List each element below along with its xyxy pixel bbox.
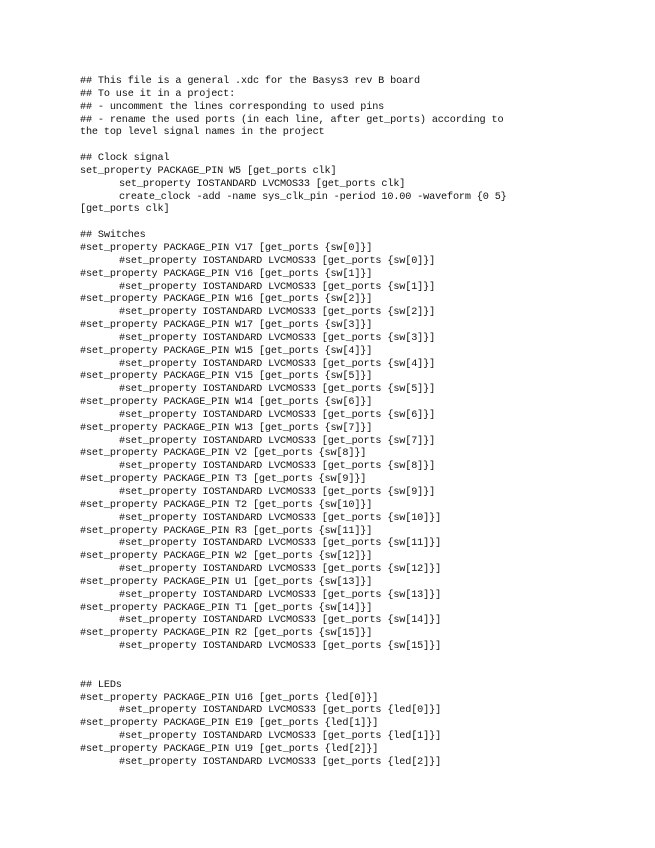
code-line: #set_property IOSTANDARD LVCMOS33 [get_ports {sw[14]}] [119,615,442,627]
code-line: #set_property IOSTANDARD LVCMOS33 [get_ports {led[1]}] [119,731,442,743]
blank-line [80,667,650,680]
code-line: #set_property PACKAGE_PIN E19 [get_ports {led[1]}] [80,718,379,730]
code-line: #set_property PACKAGE_PIN R2 [get_ports {sw[15]}] [80,628,373,640]
code-line: set_property PACKAGE_PIN W5 [get_ports clk] [80,165,337,177]
code-line: #set_property IOSTANDARD LVCMOS33 [get_ports {led[2]}] [119,756,442,768]
blank-line [80,217,650,230]
code-line: #set_property PACKAGE_PIN W16 [get_ports {sw[2]}] [80,294,373,306]
code-line: #set_property PACKAGE_PIN W13 [get_ports {sw[7]}] [80,422,373,434]
code-line: #set_property IOSTANDARD LVCMOS33 [get_ports {sw[2]}] [119,307,436,319]
comment-line: ## This file is a general .xdc for the Basys3 rev B board [80,76,420,87]
blank-line [80,654,650,667]
code-line: #set_property PACKAGE_PIN V2 [get_ports {sw[8]}] [80,448,367,460]
code-line: #set_property PACKAGE_PIN W17 [get_ports {sw[3]}] [80,320,373,332]
code-line: #set_property PACKAGE_PIN W2 [get_ports {sw[12]}] [80,551,373,563]
code-line: #set_property IOSTANDARD LVCMOS33 [get_ports {sw[6]}] [119,409,436,421]
comment-line: ## - uncomment the lines corresponding to used pins [80,101,385,113]
code-line: #set_property IOSTANDARD LVCMOS33 [get_ports {sw[0]}] [119,255,436,267]
code-line: [get_ports clk] [80,204,170,216]
code-line: #set_property PACKAGE_PIN T1 [get_ports {sw[14]}] [80,602,373,614]
code-line: #set_property IOSTANDARD LVCMOS33 [get_ports {sw[13]}] [119,589,442,601]
code-line: create_clock -add -name sys_clk_pin -period 10.00 -waveform {0 5} [119,191,507,203]
code-line: #set_property IOSTANDARD LVCMOS33 [get_ports {sw[3]}] [119,332,436,344]
code-line: #set_property PACKAGE_PIN V16 [get_ports {sw[1]}] [80,268,373,280]
code-line: #set_property PACKAGE_PIN V17 [get_ports {sw[0]}] [80,242,373,254]
code-line: #set_property IOSTANDARD LVCMOS33 [get_ports {led[0]}] [119,705,442,717]
code-line: #set_property IOSTANDARD LVCMOS33 [get_ports {sw[8]}] [119,461,436,473]
code-line: #set_property IOSTANDARD LVCMOS33 [get_ports {sw[7]}] [119,435,436,447]
code-line: #set_property IOSTANDARD LVCMOS33 [get_ports {sw[9]}] [119,487,436,498]
code-line: #set_property IOSTANDARD LVCMOS33 [get_ports {sw[11]}] [119,538,442,550]
code-line: #set_property PACKAGE_PIN W14 [get_ports {sw[6]}] [80,397,373,409]
code-line: #set_property IOSTANDARD LVCMOS33 [get_ports {sw[10]}] [119,512,442,524]
code-line: #set_property PACKAGE_PIN U19 [get_ports {led[2]}] [80,743,379,755]
code-line: #set_property PACKAGE_PIN U1 [get_ports {sw[13]}] [80,576,373,588]
code-line: #set_property PACKAGE_PIN V15 [get_ports {sw[5]}] [80,371,373,383]
comment-line: ## LEDs [80,679,122,691]
comment-line: ## Clock signal [80,153,170,165]
code-line: #set_property PACKAGE_PIN W15 [get_ports {sw[4]}] [80,345,373,357]
constraints-document [80,76,650,770]
code-line: #set_property PACKAGE_PIN T2 [get_ports {sw[10]}] [80,499,373,511]
code-line: #set_property IOSTANDARD LVCMOS33 [get_ports {sw[1]}] [119,281,436,293]
code-line: #set_property PACKAGE_PIN U16 [get_ports {led[0]}] [80,692,379,704]
code-line: #set_property PACKAGE_PIN T3 [get_ports {sw[9]}] [80,474,367,486]
code-line: #set_property PACKAGE_PIN R3 [get_ports {sw[11]}] [80,525,373,537]
comment-line: ## Switches [80,230,146,242]
code-line: set_property IOSTANDARD LVCMOS33 [get_ports clk] [119,178,406,190]
comment-line: ## To use it in a project: [80,88,236,100]
blank-line [80,140,650,153]
code-line: #set_property IOSTANDARD LVCMOS33 [get_ports {sw[12]}] [119,564,442,576]
code-line: the top level signal names in the project [80,127,325,139]
code-line: #set_property IOSTANDARD LVCMOS33 [get_ports {sw[4]}] [119,358,436,370]
code-line: #set_property IOSTANDARD LVCMOS33 [get_ports {sw[15]}] [119,641,442,653]
comment-line: ## - rename the used ports (in each line, after get_ports) according to [80,114,504,126]
code-line: #set_property IOSTANDARD LVCMOS33 [get_ports {sw[5]}] [119,384,436,396]
